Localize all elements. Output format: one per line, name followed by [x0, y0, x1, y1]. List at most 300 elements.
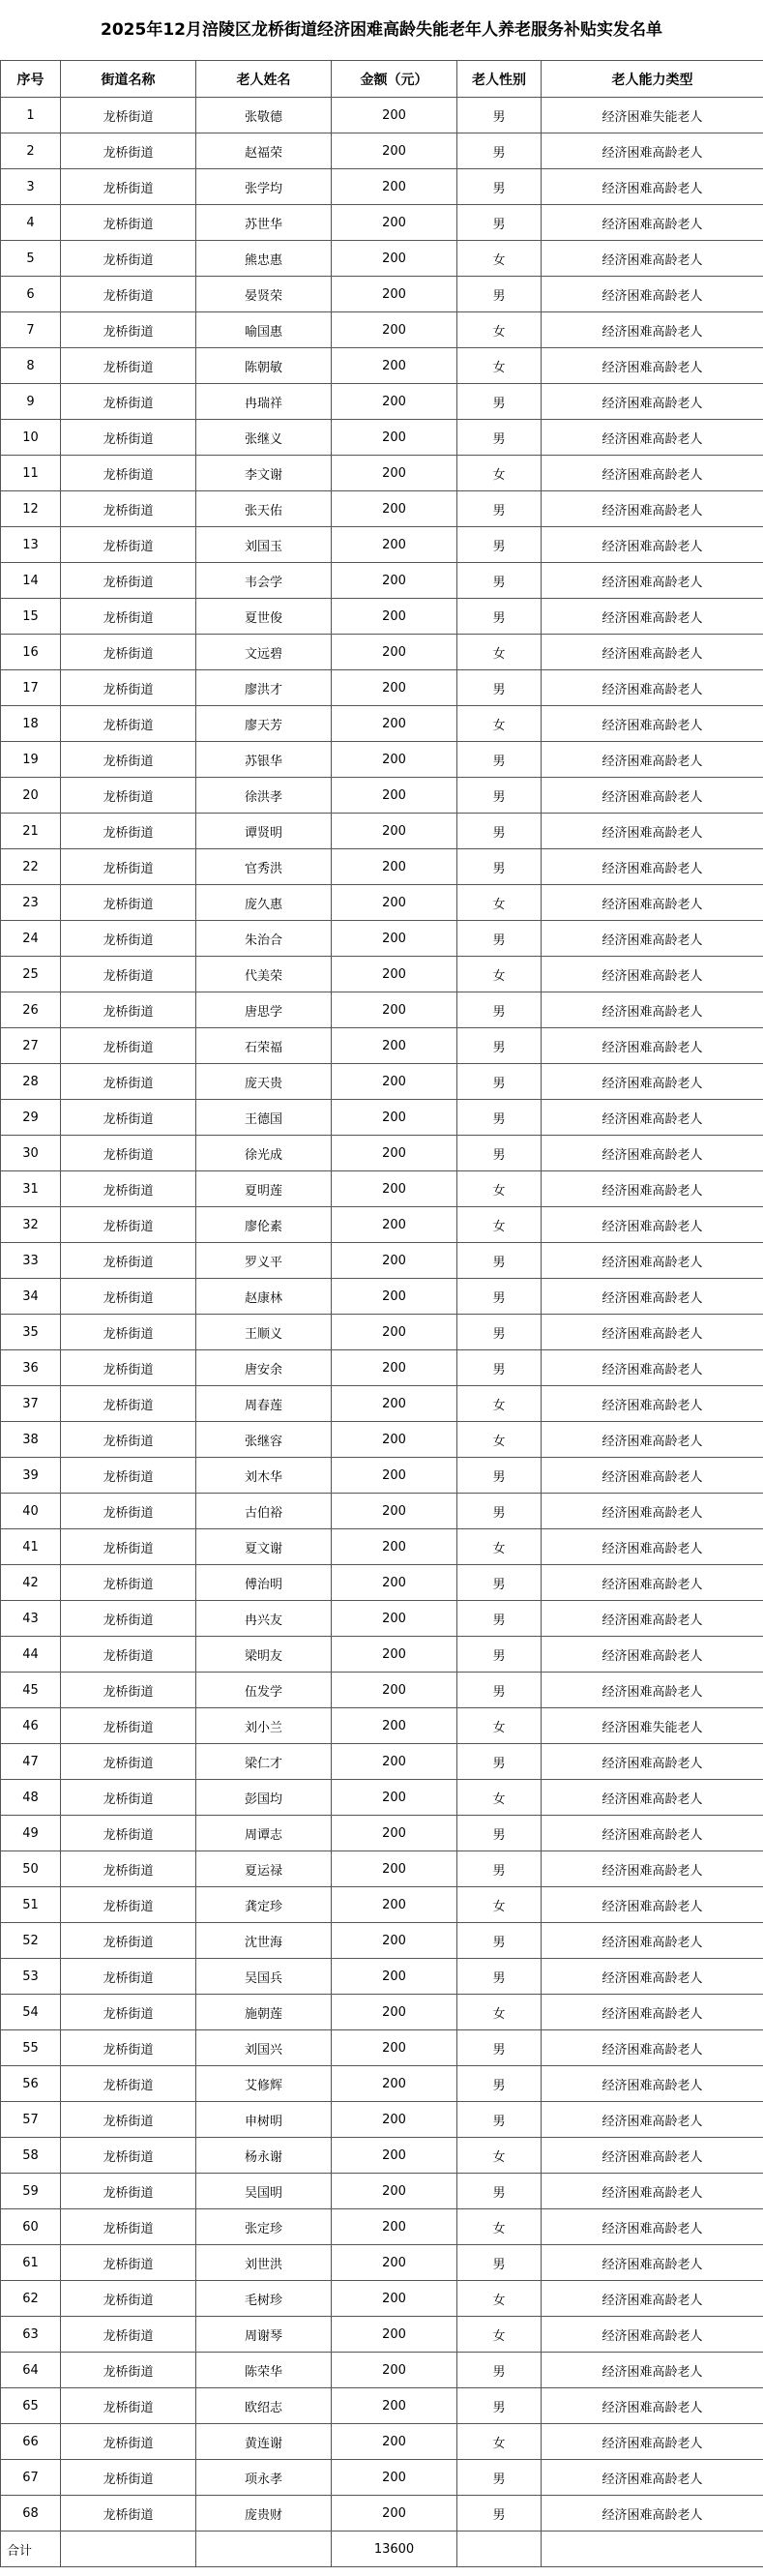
gender-cell: 男	[457, 1601, 542, 1637]
name-cell: 欧绍志	[196, 2388, 332, 2424]
serial-cell: 60	[1, 2209, 61, 2245]
street-cell: 龙桥街道	[61, 133, 196, 169]
name-cell: 龚定珍	[196, 1887, 332, 1923]
name-cell: 周谭志	[196, 1816, 332, 1851]
table-row	[1, 849, 763, 885]
ability-type-cell: 经济困难高龄老人	[542, 2066, 763, 2102]
gender-cell: 女	[457, 1422, 542, 1458]
table-row	[1, 563, 763, 599]
name-cell: 喻国惠	[196, 312, 332, 348]
street-cell: 龙桥街道	[61, 635, 196, 670]
name-cell: 晏贤荣	[196, 277, 332, 312]
ability-type-cell: 经济困难高龄老人	[542, 1386, 763, 1422]
table-row	[1, 1601, 763, 1637]
serial-cell: 35	[1, 1315, 61, 1350]
gender-cell: 男	[457, 491, 542, 527]
gender-cell: 男	[457, 2102, 542, 2138]
ability-type-cell: 经济困难高龄老人	[542, 1100, 763, 1136]
table-row	[1, 1422, 763, 1458]
street-cell: 龙桥街道	[61, 2460, 196, 2496]
amount-cell: 200	[332, 1851, 457, 1887]
ability-type-cell: 经济困难高龄老人	[542, 1136, 763, 1171]
ability-type-cell: 经济困难高龄老人	[542, 1851, 763, 1887]
amount-cell: 200	[332, 2245, 457, 2281]
name-cell: 廖天芳	[196, 706, 332, 742]
ability-type-cell: 经济困难失能老人	[542, 98, 763, 133]
amount-cell: 200	[332, 456, 457, 491]
name-cell: 傅治明	[196, 1565, 332, 1601]
name-cell: 张天佑	[196, 491, 332, 527]
serial-cell: 46	[1, 1708, 61, 1744]
amount-cell: 200	[332, 885, 457, 921]
name-cell: 朱治合	[196, 921, 332, 957]
amount-cell: 200	[332, 921, 457, 957]
gender-cell: 女	[457, 1529, 542, 1565]
street-cell: 龙桥街道	[61, 1315, 196, 1350]
serial-cell: 29	[1, 1100, 61, 1136]
ability-type-cell: 经济困难高龄老人	[542, 2424, 763, 2460]
street-cell: 龙桥街道	[61, 921, 196, 957]
ability-type-cell: 经济困难高龄老人	[542, 1529, 763, 1565]
gender-cell: 女	[457, 2138, 542, 2174]
gender-cell: 男	[457, 2460, 542, 2496]
serial-cell: 43	[1, 1601, 61, 1637]
ability-type-cell: 经济困难高龄老人	[542, 2030, 763, 2066]
ability-type-cell: 经济困难高龄老人	[542, 849, 763, 885]
name-cell: 廖洪才	[196, 670, 332, 706]
amount-cell: 200	[332, 742, 457, 778]
ability-type-cell: 经济困难高龄老人	[542, 670, 763, 706]
name-cell: 夏世俊	[196, 599, 332, 635]
amount-cell: 200	[332, 1028, 457, 1064]
amount-cell: 200	[332, 1601, 457, 1637]
table-row	[1, 742, 763, 778]
street-cell: 龙桥街道	[61, 2245, 196, 2281]
table-row	[1, 1315, 763, 1350]
street-cell: 龙桥街道	[61, 1494, 196, 1529]
ability-type-cell: 经济困难高龄老人	[542, 1458, 763, 1494]
serial-cell: 23	[1, 885, 61, 921]
ability-type-cell: 经济困难高龄老人	[542, 2281, 763, 2317]
ability-type-cell: 经济困难高龄老人	[542, 814, 763, 849]
serial-cell: 16	[1, 635, 61, 670]
amount-cell: 200	[332, 1350, 457, 1386]
street-cell: 龙桥街道	[61, 1100, 196, 1136]
gender-cell: 女	[457, 1171, 542, 1207]
street-cell: 龙桥街道	[61, 420, 196, 456]
total-label: 合计	[1, 2532, 61, 2567]
name-cell: 石荣福	[196, 1028, 332, 1064]
ability-type-cell: 经济困难高龄老人	[542, 2460, 763, 2496]
table-row	[1, 1207, 763, 1243]
street-cell: 龙桥街道	[61, 1279, 196, 1315]
gender-cell: 女	[457, 1708, 542, 1744]
ability-type-cell: 经济困难高龄老人	[542, 2174, 763, 2209]
table-row	[1, 778, 763, 814]
table-row	[1, 1744, 763, 1780]
name-cell: 张定珍	[196, 2209, 332, 2245]
name-cell: 陈朝敏	[196, 348, 332, 384]
ability-type-cell: 经济困难高龄老人	[542, 2209, 763, 2245]
serial-cell: 18	[1, 706, 61, 742]
amount-cell: 200	[332, 2388, 457, 2424]
table-row	[1, 169, 763, 205]
serial-cell: 49	[1, 1816, 61, 1851]
ability-type-cell: 经济困难高龄老人	[542, 1959, 763, 1995]
amount-cell: 200	[332, 1637, 457, 1673]
table-row	[1, 992, 763, 1028]
street-cell: 龙桥街道	[61, 1136, 196, 1171]
ability-type-cell: 经济困难高龄老人	[542, 205, 763, 241]
gender-cell: 女	[457, 885, 542, 921]
gender-cell: 女	[457, 2281, 542, 2317]
name-cell: 古伯裕	[196, 1494, 332, 1529]
amount-cell: 200	[332, 778, 457, 814]
amount-cell: 200	[332, 491, 457, 527]
ability-type-cell: 经济困难高龄老人	[542, 1673, 763, 1708]
ability-type-cell: 经济困难高龄老人	[542, 169, 763, 205]
name-cell: 文远碧	[196, 635, 332, 670]
gender-cell: 男	[457, 599, 542, 635]
serial-cell: 58	[1, 2138, 61, 2174]
name-cell: 王顺义	[196, 1315, 332, 1350]
name-cell: 申树明	[196, 2102, 332, 2138]
amount-cell: 200	[332, 527, 457, 563]
serial-cell: 9	[1, 384, 61, 420]
gender-cell: 男	[457, 992, 542, 1028]
ability-type-cell: 经济困难高龄老人	[542, 1422, 763, 1458]
table-row	[1, 1494, 763, 1529]
gender-cell: 女	[457, 2424, 542, 2460]
serial-cell: 53	[1, 1959, 61, 1995]
serial-cell: 21	[1, 814, 61, 849]
table-row	[1, 921, 763, 957]
name-cell: 艾修辉	[196, 2066, 332, 2102]
serial-cell: 26	[1, 992, 61, 1028]
street-cell: 龙桥街道	[61, 1816, 196, 1851]
table-row	[1, 1887, 763, 1923]
serial-cell: 39	[1, 1458, 61, 1494]
serial-cell: 11	[1, 456, 61, 491]
serial-cell: 20	[1, 778, 61, 814]
table-row	[1, 1243, 763, 1279]
serial-cell: 6	[1, 277, 61, 312]
street-cell: 龙桥街道	[61, 491, 196, 527]
gender-cell: 男	[457, 1100, 542, 1136]
table-row	[1, 1851, 763, 1887]
table-row	[1, 1279, 763, 1315]
street-cell: 龙桥街道	[61, 2388, 196, 2424]
amount-cell: 200	[332, 1816, 457, 1851]
street-cell: 龙桥街道	[61, 1171, 196, 1207]
serial-cell: 50	[1, 1851, 61, 1887]
header-serial: 序号	[1, 61, 61, 98]
table-row	[1, 1995, 763, 2030]
name-cell: 冉兴友	[196, 1601, 332, 1637]
gender-cell: 男	[457, 1064, 542, 1100]
street-cell: 龙桥街道	[61, 1923, 196, 1959]
header-amount: 金额（元）	[332, 61, 457, 98]
gender-cell: 男	[457, 1816, 542, 1851]
gender-cell: 男	[457, 2388, 542, 2424]
table-row	[1, 1529, 763, 1565]
gender-cell: 男	[457, 527, 542, 563]
ability-type-cell: 经济困难高龄老人	[542, 1315, 763, 1350]
ability-type-cell: 经济困难高龄老人	[542, 420, 763, 456]
amount-cell: 200	[332, 1995, 457, 2030]
gender-cell: 男	[457, 2353, 542, 2388]
ability-type-cell: 经济困难高龄老人	[542, 1780, 763, 1816]
header-street: 街道名称	[61, 61, 196, 98]
street-cell: 龙桥街道	[61, 1207, 196, 1243]
name-cell: 廖伦素	[196, 1207, 332, 1243]
gender-cell: 男	[457, 1565, 542, 1601]
table-row	[1, 348, 763, 384]
serial-cell: 41	[1, 1529, 61, 1565]
name-cell: 夏运禄	[196, 1851, 332, 1887]
table-row	[1, 241, 763, 277]
street-cell: 龙桥街道	[61, 1565, 196, 1601]
serial-cell: 1	[1, 98, 61, 133]
ability-type-cell: 经济困难高龄老人	[542, 1601, 763, 1637]
serial-cell: 63	[1, 2317, 61, 2353]
table-header-row	[1, 61, 763, 98]
ability-type-cell: 经济困难高龄老人	[542, 1064, 763, 1100]
street-cell: 龙桥街道	[61, 599, 196, 635]
ability-type-cell: 经济困难高龄老人	[542, 1207, 763, 1243]
amount-cell: 200	[332, 133, 457, 169]
amount-cell: 200	[332, 1780, 457, 1816]
name-cell: 黄连谢	[196, 2424, 332, 2460]
gender-cell: 男	[457, 1458, 542, 1494]
name-cell: 庞贵财	[196, 2496, 332, 2532]
table-row	[1, 1673, 763, 1708]
table-row	[1, 2102, 763, 2138]
table-row	[1, 2353, 763, 2388]
street-cell: 龙桥街道	[61, 1028, 196, 1064]
header-gender: 老人性别	[457, 61, 542, 98]
street-cell: 龙桥街道	[61, 1529, 196, 1565]
amount-cell: 200	[332, 348, 457, 384]
gender-cell: 男	[457, 2245, 542, 2281]
amount-cell: 200	[332, 1279, 457, 1315]
table-row	[1, 1458, 763, 1494]
amount-cell: 200	[332, 384, 457, 420]
street-cell: 龙桥街道	[61, 2174, 196, 2209]
amount-cell: 200	[332, 1529, 457, 1565]
table-row	[1, 2317, 763, 2353]
street-cell: 龙桥街道	[61, 98, 196, 133]
name-cell: 张继容	[196, 1422, 332, 1458]
serial-cell: 54	[1, 1995, 61, 2030]
street-cell: 龙桥街道	[61, 312, 196, 348]
serial-cell: 68	[1, 2496, 61, 2532]
name-cell: 刘世洪	[196, 2245, 332, 2281]
street-cell: 龙桥街道	[61, 2209, 196, 2245]
gender-cell: 男	[457, 1959, 542, 1995]
amount-cell: 200	[332, 2460, 457, 2496]
total-empty-cell	[196, 2532, 332, 2567]
ability-type-cell: 经济困难高龄老人	[542, 312, 763, 348]
ability-type-cell: 经济困难高龄老人	[542, 706, 763, 742]
table-row	[1, 133, 763, 169]
ability-type-cell: 经济困难高龄老人	[542, 491, 763, 527]
amount-cell: 200	[332, 1136, 457, 1171]
total-empty-cell	[457, 2532, 542, 2567]
gender-cell: 男	[457, 563, 542, 599]
street-cell: 龙桥街道	[61, 885, 196, 921]
name-cell: 苏世华	[196, 205, 332, 241]
amount-cell: 200	[332, 1708, 457, 1744]
amount-cell: 200	[332, 2281, 457, 2317]
amount-cell: 200	[332, 1171, 457, 1207]
amount-cell: 200	[332, 2424, 457, 2460]
amount-cell: 200	[332, 957, 457, 992]
gender-cell: 男	[457, 133, 542, 169]
table-row	[1, 2066, 763, 2102]
serial-cell: 64	[1, 2353, 61, 2388]
gender-cell: 男	[457, 98, 542, 133]
name-cell: 赵福荣	[196, 133, 332, 169]
name-cell: 张敬德	[196, 98, 332, 133]
table-row	[1, 1637, 763, 1673]
ability-type-cell: 经济困难高龄老人	[542, 1494, 763, 1529]
amount-cell: 200	[332, 169, 457, 205]
name-cell: 夏明莲	[196, 1171, 332, 1207]
name-cell: 项永孝	[196, 2460, 332, 2496]
amount-cell: 200	[332, 2102, 457, 2138]
ability-type-cell: 经济困难高龄老人	[542, 133, 763, 169]
gender-cell: 男	[457, 1923, 542, 1959]
amount-cell: 200	[332, 1064, 457, 1100]
amount-cell: 200	[332, 1100, 457, 1136]
serial-cell: 30	[1, 1136, 61, 1171]
amount-cell: 200	[332, 1673, 457, 1708]
serial-cell: 10	[1, 420, 61, 456]
gender-cell: 女	[457, 241, 542, 277]
table-row	[1, 1816, 763, 1851]
ability-type-cell: 经济困难高龄老人	[542, 921, 763, 957]
table-row	[1, 312, 763, 348]
ability-type-cell: 经济困难高龄老人	[542, 1279, 763, 1315]
gender-cell: 女	[457, 1207, 542, 1243]
amount-cell: 200	[332, 635, 457, 670]
serial-cell: 15	[1, 599, 61, 635]
name-cell: 杨永谢	[196, 2138, 332, 2174]
name-cell: 唐思学	[196, 992, 332, 1028]
name-cell: 夏文谢	[196, 1529, 332, 1565]
street-cell: 龙桥街道	[61, 169, 196, 205]
table-row	[1, 2281, 763, 2317]
ability-type-cell: 经济困难高龄老人	[542, 277, 763, 312]
amount-cell: 200	[332, 814, 457, 849]
street-cell: 龙桥街道	[61, 778, 196, 814]
table-row	[1, 1028, 763, 1064]
gender-cell: 男	[457, 1350, 542, 1386]
street-cell: 龙桥街道	[61, 2281, 196, 2317]
name-cell: 谭贤明	[196, 814, 332, 849]
table-row	[1, 2245, 763, 2281]
ability-type-cell: 经济困难高龄老人	[542, 1171, 763, 1207]
ability-type-cell: 经济困难高龄老人	[542, 456, 763, 491]
gender-cell: 男	[457, 2174, 542, 2209]
table-row	[1, 2174, 763, 2209]
gender-cell: 女	[457, 1780, 542, 1816]
amount-cell: 200	[332, 563, 457, 599]
table-row	[1, 814, 763, 849]
total-row	[1, 2532, 763, 2567]
serial-cell: 12	[1, 491, 61, 527]
name-cell: 吴国兵	[196, 1959, 332, 1995]
gender-cell: 男	[457, 670, 542, 706]
serial-cell: 28	[1, 1064, 61, 1100]
gender-cell: 男	[457, 384, 542, 420]
serial-cell: 38	[1, 1422, 61, 1458]
serial-cell: 31	[1, 1171, 61, 1207]
table-body	[1, 98, 763, 2532]
table-row	[1, 635, 763, 670]
ability-type-cell: 经济困难高龄老人	[542, 563, 763, 599]
amount-cell: 200	[332, 599, 457, 635]
ability-type-cell: 经济困难高龄老人	[542, 2388, 763, 2424]
name-cell: 唐安余	[196, 1350, 332, 1386]
ability-type-cell: 经济困难失能老人	[542, 1708, 763, 1744]
serial-cell: 51	[1, 1887, 61, 1923]
name-cell: 赵康林	[196, 1279, 332, 1315]
gender-cell: 男	[457, 814, 542, 849]
amount-cell: 200	[332, 2209, 457, 2245]
amount-cell: 200	[332, 1207, 457, 1243]
ability-type-cell: 经济困难高龄老人	[542, 2353, 763, 2388]
name-cell: 梁明友	[196, 1637, 332, 1673]
street-cell: 龙桥街道	[61, 1887, 196, 1923]
table-row	[1, 1923, 763, 1959]
gender-cell: 男	[457, 169, 542, 205]
gender-cell: 女	[457, 456, 542, 491]
gender-cell: 男	[457, 742, 542, 778]
table-row	[1, 706, 763, 742]
serial-cell: 56	[1, 2066, 61, 2102]
gender-cell: 男	[457, 2030, 542, 2066]
total-amount: 13600	[332, 2532, 457, 2567]
serial-cell: 2	[1, 133, 61, 169]
ability-type-cell: 经济困难高龄老人	[542, 1816, 763, 1851]
street-cell: 龙桥街道	[61, 1959, 196, 1995]
serial-cell: 48	[1, 1780, 61, 1816]
amount-cell: 200	[332, 98, 457, 133]
serial-cell: 36	[1, 1350, 61, 1386]
serial-cell: 24	[1, 921, 61, 957]
name-cell: 刘国玉	[196, 527, 332, 563]
amount-cell: 200	[332, 312, 457, 348]
serial-cell: 47	[1, 1744, 61, 1780]
serial-cell: 25	[1, 957, 61, 992]
table-row	[1, 599, 763, 635]
street-cell: 龙桥街道	[61, 849, 196, 885]
ability-type-cell: 经济困难高龄老人	[542, 1995, 763, 2030]
ability-type-cell: 经济困难高龄老人	[542, 2102, 763, 2138]
name-cell: 冉瑞祥	[196, 384, 332, 420]
street-cell: 龙桥街道	[61, 1995, 196, 2030]
gender-cell: 男	[457, 1315, 542, 1350]
name-cell: 韦会学	[196, 563, 332, 599]
ability-type-cell: 经济困难高龄老人	[542, 241, 763, 277]
gender-cell: 女	[457, 957, 542, 992]
document-title: 2025年12月涪陵区龙桥街道经济困难高龄失能老年人养老服务补贴实发名单	[101, 20, 662, 40]
gender-cell: 女	[457, 1995, 542, 2030]
gender-cell: 女	[457, 1887, 542, 1923]
amount-cell: 200	[332, 1923, 457, 1959]
